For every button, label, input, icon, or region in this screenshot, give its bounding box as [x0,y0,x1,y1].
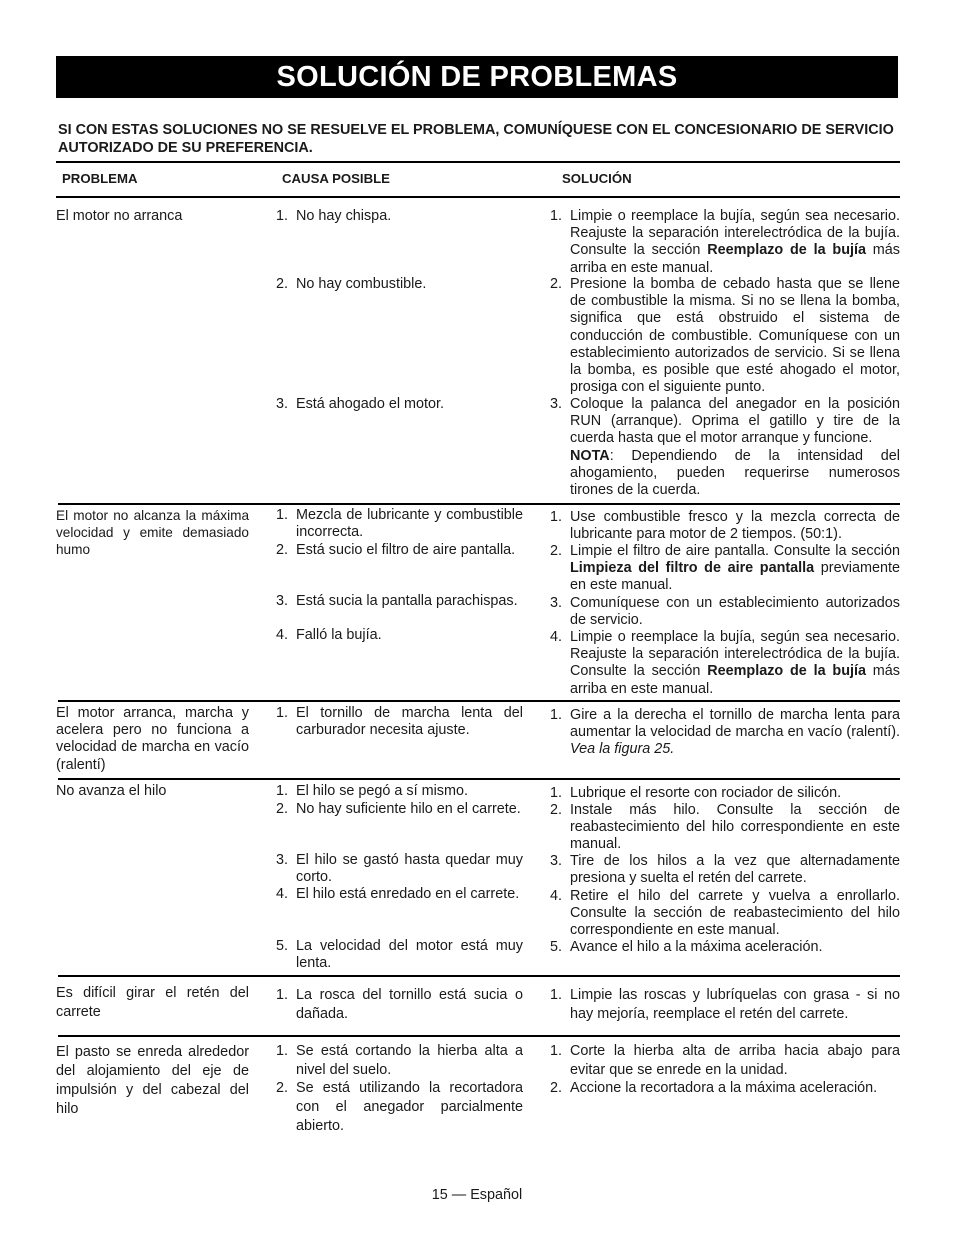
solution-item: 1. Limpie o reemplace la bujía, según sea necesario. Reajuste la separación interelectródica de la bujía. Consulte la sección Reemplazo de la bujía más arriba en este manual. [550,208,900,276]
solution-item: 3. Tire de los hilos a la vez que alternadamente presiona y suelta el retén del carrete. [550,853,900,887]
row-divider [58,975,900,977]
problem-cell: El motor no alcanza la máxima velocidad y emite demasiado humo [56,508,249,558]
cause-item: 2. No hay combustible. [276,276,427,292]
row-divider [58,778,900,780]
cause-item: 4. Falló la bujía. [276,627,382,643]
header-cause: CAUSA POSIBLE [282,171,390,186]
cause-item: 3. Está sucia la pantalla parachispas. [276,593,518,609]
cause-item: 3. El hilo se gastó hasta quedar muy corto. [276,852,523,886]
solution-item: 1. Use combustible fresco y la mezcla correcta de lubricante para motor de 2 tiempos. (50:1). [550,509,900,543]
header-bottom-rule [56,196,900,198]
page-footer: 15 — Español [431,1187,523,1203]
problem-cell: Es difícil girar el retén del carrete [56,985,249,1020]
cause-item: 1. Se está cortando la hierba alta a nivel del suelo. [276,1043,523,1078]
solution-item: 1. Limpie las roscas y lubríquelas con grasa - si no hay mejoría, reemplace el retén del carrete. [550,987,900,1022]
row-divider [58,1035,900,1037]
solution-item: 4. Retire el hilo del carrete y vuelva a enrollarlo. Consulte la sección de reabastecimiento del hilo correspondiente en este manual. [550,888,900,939]
cause-item: 4. El hilo está enredado en el carrete. [276,886,520,902]
solution-item: 2. Limpie el filtro de aire pantalla. Consulte la sección Limpieza del filtro de aire pantalla previamente en este manual. [550,543,900,594]
solution-item: 2. Accione la recortadora a la máxima aceleración. [550,1080,878,1096]
notice-text: SI CON ESTAS SOLUCIONES NO SE RESUELVE EL PROBLEMA, COMUNÍQUESE CON EL CONCESIONARIO DE SERVICIO AUTORIZADO DE SU PREFERENCIA. [58,122,894,156]
row-divider [58,700,900,702]
problem-cell: El pasto se enreda alrededor del alojamiento del eje de impulsión y del cabezal del hilo [56,1044,249,1117]
problem-cell: No avanza el hilo [56,783,167,799]
solution-item: 1. Corte la hierba alta de arriba hacia abajo para evitar que se enrede en la unidad. [550,1043,900,1078]
cause-item: 1. La rosca del tornillo está sucia o dañada. [276,987,523,1022]
cause-item: 2. Está sucio el filtro de aire pantalla. [276,542,516,558]
cause-item: 1. No hay chispa. [276,208,392,224]
row-divider [58,503,900,505]
solution-item: 4. Limpie o reemplace la bujía, según sea necesario. Reajuste la separación interelectródica de la bujía. Consulte la sección Reemplazo de la bujía más arriba en este manual. [550,629,900,697]
cause-item: 1. El tornillo de marcha lenta del carburador necesita ajuste. [276,705,523,739]
cause-item: 1. El hilo se pegó a sí mismo. [276,783,468,799]
header-solution: SOLUCIÓN [562,171,632,186]
solution-item: 2. Presione la bomba de cebado hasta que se llene de combustible la misma. Si no se llena la bomba, significa que está obstruido el sistema de conducción de combustible. Comuníquese con un establecimiento autorizados de servicio. Si se llena la bomba, es posible que esté ahogado el motor, prosiga con el siguiente punto. [550,276,900,396]
solution-item: 5. Avance el hilo a la máxima aceleración. [550,939,823,955]
problem-cell: El motor no arranca [56,208,183,224]
solution-item: 2. Instale más hilo. Consulte la sección de reabastecimiento del hilo correspondiente en este manual. [550,802,900,853]
title-banner [56,56,898,98]
solution-item: 1. Gire a la derecha el tornillo de marcha lenta para aumentar la velocidad de marcha en vacío (ralentí). Vea la figura 25. [550,707,900,758]
solution-item: 3. Comuníquese con un establecimiento autorizados de servicio. [550,595,900,629]
solution-item: 1. Lubrique el resorte con rociador de silicón. [550,785,842,801]
problem-cell: El motor arranca, marcha y acelera pero no funciona a velocidad de marcha en vacío (ralentí) [56,705,249,773]
solution-item: 3. Coloque la palanca del anegador en la posición RUN (arranque). Oprima el gatillo y tire de la cuerda hasta que el motor arranque y funcione. NOTA: Dependiendo de la intensidad del ahogamiento, pueden requerirse numerosos tirones de la cuerda. [550,396,900,499]
cause-item: 3. Está ahogado el motor. [276,396,445,412]
header-top-rule [56,161,900,163]
cause-item: 1. Mezcla de lubricante y combustible incorrecta. [276,507,523,541]
cause-item: 5. La velocidad del motor está muy lenta. [276,938,523,972]
header-problem: PROBLEMA [62,171,138,186]
page-title: SOLUCIÓN DE PROBLEMAS [276,60,678,93]
cause-item: 2. Se está utilizando la recortadora con el anegador parcialmente abierto. [276,1080,523,1134]
cause-item: 2. No hay suficiente hilo en el carrete. [276,801,521,817]
